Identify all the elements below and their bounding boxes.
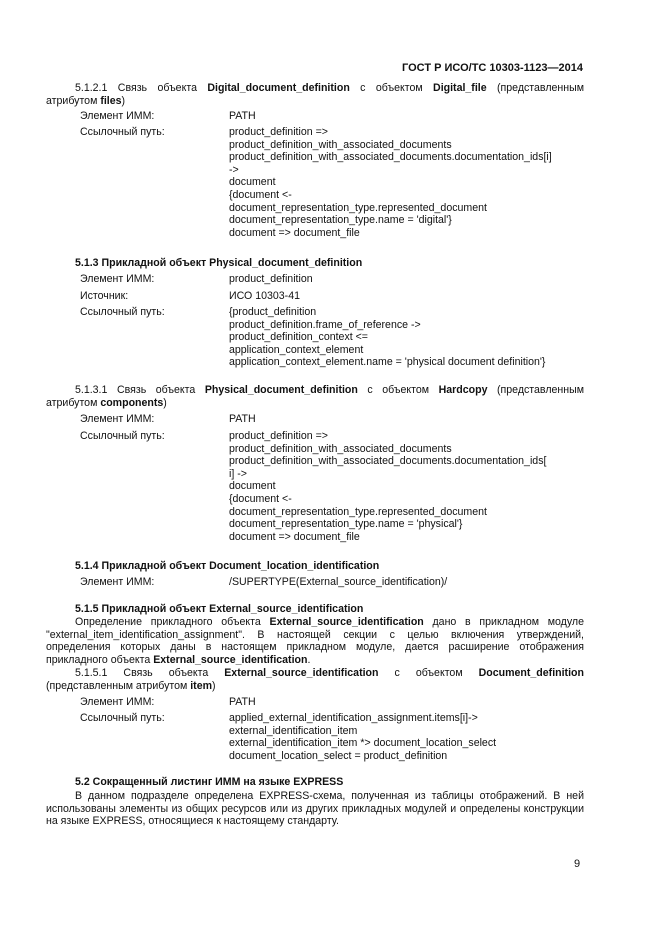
path-line: {product_definition xyxy=(229,306,317,318)
attribute-name: item xyxy=(190,679,213,692)
section-5-1-2-1-title: 5.1.2.1 Связь объекта Digital_document_definition с объектом Digital_file (представленным атрибутом files) xyxy=(46,82,584,107)
reference-path xyxy=(229,126,589,239)
entity-name: Hardcopy xyxy=(438,384,488,396)
attribute-name: files xyxy=(100,94,122,107)
path-line: document_location_select = product_definition xyxy=(229,749,448,762)
path-line: document xyxy=(229,480,276,493)
path-line: application_context_element xyxy=(229,343,364,356)
path-line: document_representation_type.represented_document xyxy=(229,201,487,214)
value-element: PATH xyxy=(229,413,256,425)
path-line: document_representation_type.represented_document xyxy=(229,505,487,518)
value-element: PATH xyxy=(229,110,256,122)
value-element: /SUPERTYPE(External_source_identification)/ xyxy=(229,576,448,588)
value-source: ИСО 10303-41 xyxy=(229,290,300,302)
path-line: {document <- xyxy=(229,188,292,201)
label-element: Элемент ИММ: xyxy=(80,110,155,122)
section-5-1-5-paragraph: Определение прикладного объекта External_source_identification дано в прикладном модуле "external_item_identification_assignment". В настоящей секции с целью включения утверждений, определения которых даны в настоящем прикладном модуле, дается расширение отображения прикладного объекта External_source_identification. xyxy=(46,616,584,666)
page-number: 9 xyxy=(574,858,581,870)
path-line: document => document_file xyxy=(229,530,360,543)
section-5-1-3-1-title: 5.1.3.1 Связь объекта Physical_document_definition с объектом Hardcopy (представленным атрибутом components) xyxy=(46,384,584,409)
label-element: Элемент ИММ: xyxy=(80,696,155,708)
path-line: product_definition_with_associated_documents xyxy=(229,442,452,455)
path-line: document_representation_type.name = 'physical'} xyxy=(229,518,463,531)
label-path: Ссылочный путь: xyxy=(80,306,165,318)
path-line: applied_external_identification_assignment.items[i]-> xyxy=(229,712,478,724)
path-line: i] -> xyxy=(229,467,247,480)
entity-name: External_source_identification xyxy=(224,667,379,679)
path-line: product_definition.frame_of_reference -> xyxy=(229,318,421,331)
path-line: product_definition_with_associated_documents xyxy=(229,138,452,151)
path-line: -> xyxy=(229,163,239,176)
value-element: PATH xyxy=(229,696,256,708)
document-header: ГОСТ Р ИСО/ТС 10303-1123—2014 xyxy=(402,62,583,74)
path-line: external_identification_item xyxy=(229,724,358,737)
label-path: Ссылочный путь: xyxy=(80,126,165,138)
value-element: product_definition xyxy=(229,273,313,285)
entity-name: Document_definition xyxy=(478,667,584,679)
path-line: product_definition => xyxy=(229,430,328,442)
section-number: 5.1.5.1 xyxy=(75,667,108,679)
section-number: 5.1.3.1 xyxy=(75,384,108,396)
section-5-1-3-heading: 5.1.3 Прикладной объект Physical_document_definition xyxy=(75,257,363,269)
label-element: Элемент ИММ: xyxy=(80,413,155,425)
label-element: Элемент ИММ: xyxy=(80,273,155,285)
section-5-2-heading: 5.2 Сокращенный листинг ИММ на языке EXPRESS xyxy=(75,776,344,788)
reference-path xyxy=(229,430,589,543)
path-line: application_context_element.name = 'physical document definition'} xyxy=(229,356,546,369)
section-number: 5.1.2.1 xyxy=(75,82,108,94)
attribute-name: components xyxy=(100,396,164,409)
path-line: external_identification_item *> document_location_select xyxy=(229,737,497,750)
path-line: {document <- xyxy=(229,492,292,505)
path-line: product_definition_context <= xyxy=(229,331,368,344)
label-path: Ссылочный путь: xyxy=(80,430,165,442)
entity-name: External_source_identification xyxy=(153,653,308,666)
path-line: document => document_file xyxy=(229,226,360,239)
path-line: document_representation_type.name = 'digital'} xyxy=(229,214,452,227)
label-path: Ссылочный путь: xyxy=(80,712,165,724)
section-5-2-paragraph: В данном подразделе определена EXPRESS-схема, полученная из таблицы отображений. В ней использованы элементы из общих ресурсов или из других прикладных модулей и определены конструкции на языке EXPRESS, относящиеся к настоящему стандарту. xyxy=(46,790,584,828)
path-line: product_definition_with_associated_documents.documentation_ids[i] xyxy=(229,151,552,164)
reference-path xyxy=(229,306,589,369)
reference-path xyxy=(229,712,589,762)
section-5-1-4-heading: 5.1.4 Прикладной объект Document_location_identification xyxy=(75,560,380,572)
label-element: Элемент ИММ: xyxy=(80,576,155,588)
entity-name: Physical_document_definition xyxy=(204,384,358,396)
path-line: product_definition => xyxy=(229,126,328,138)
path-line: product_definition_with_associated_documents.documentation_ids[ xyxy=(229,455,547,468)
section-5-1-5-1-title: 5.1.5.1 Связь объекта External_source_identification с объектом Document_definition (представленным атрибутом item) xyxy=(46,667,584,692)
entity-name: Digital_document_definition xyxy=(207,82,350,94)
section-5-1-5-heading: 5.1.5 Прикладной объект External_source_identification xyxy=(75,603,364,615)
label-source: Источник: xyxy=(80,290,129,302)
entity-name: External_source_identification xyxy=(269,616,424,628)
entity-name: Digital_file xyxy=(433,82,487,94)
path-line: document xyxy=(229,176,276,189)
